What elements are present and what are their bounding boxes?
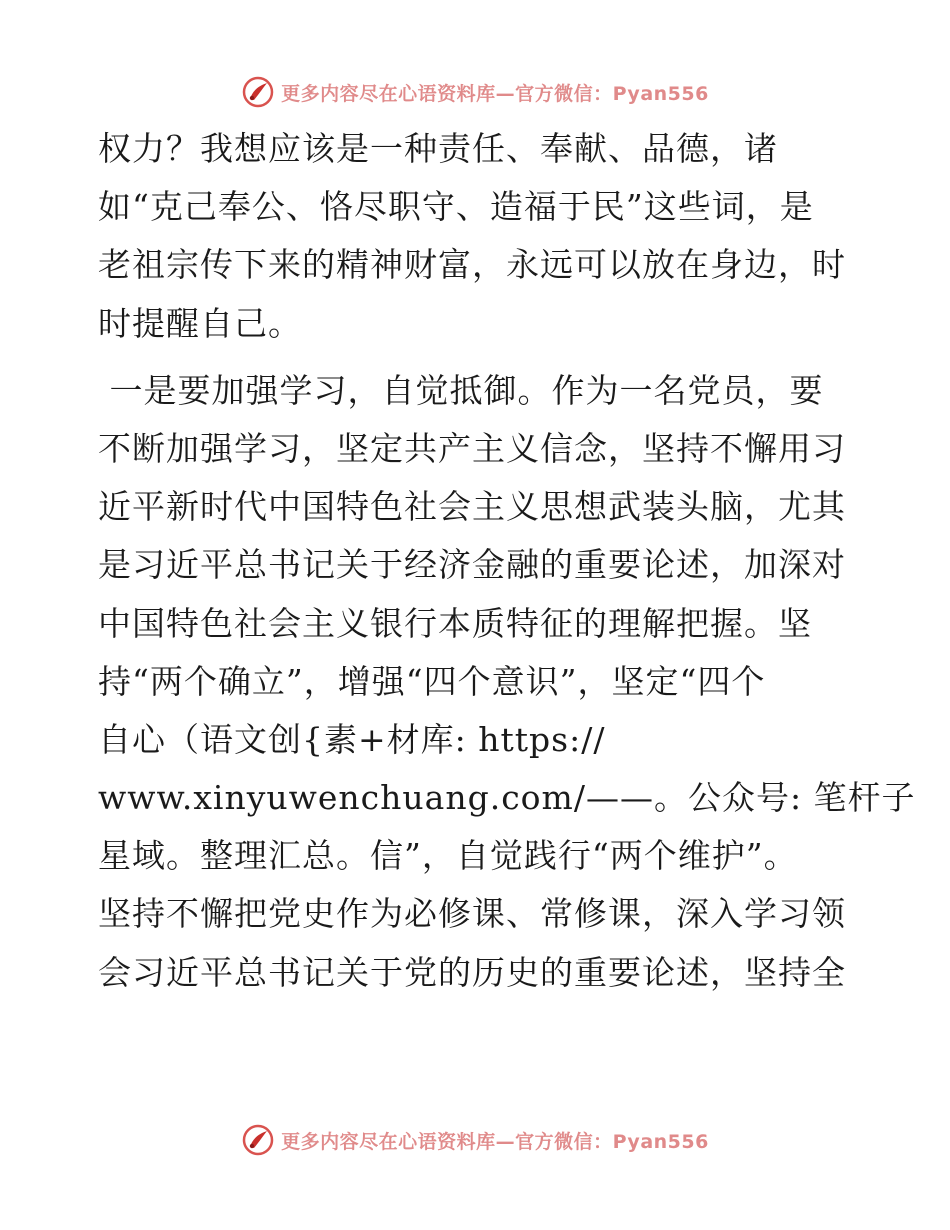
header-banner (0, 72, 950, 112)
header-banner-text: 更多内容尽在心语资料库—官方微信：Pyan556 (281, 82, 709, 105)
brand-logo-icon (241, 1123, 275, 1157)
paragraph-1 (98, 120, 858, 353)
brand-logo-icon (241, 75, 275, 109)
text-line: 老祖宗传下来的精神财富，永远可以放在身边，时 (98, 245, 846, 285)
text-line: 会习近平总书记关于党的历史的重要论述，坚持全 (98, 952, 846, 992)
paragraph-spacer (98, 353, 858, 362)
text-line: 坚持不懈把党史作为必修课、常修课，深入学习领 (98, 894, 846, 934)
text-line: 不断加强学习，坚定共产主义信念，坚持不懈用习 (98, 428, 846, 468)
text-line: 星域。整理汇总。信”，自觉践行“两个维护”。 (98, 836, 798, 876)
paragraph-2 (98, 362, 916, 1002)
text-line: 如“克己奉公、恪尽职守、造福于民”这些词，是 (98, 187, 814, 227)
text-line: 中国特色社会主义银行本质特征的理解把握。坚 (98, 603, 812, 643)
text-line: 持“两个确立”，增强“四个意识”，坚定“四个 (98, 661, 766, 701)
text-line: 是习近平总书记关于经济金融的重要论述，加深对 (98, 545, 846, 585)
footer-banner-text: 更多内容尽在心语资料库—官方微信：Pyan556 (281, 1130, 709, 1153)
url-text-line: www.xinyuwenchuang.com/——。公众号: 笔杆子 (98, 778, 916, 818)
text-line: 自心（语文创{素+材库: https:// (98, 719, 606, 759)
footer-banner (0, 1120, 950, 1160)
text-line: 近平新时代中国特色社会主义思想武装头脑，尤其 (98, 487, 846, 527)
text-line: 时提醒自己。 (98, 303, 302, 343)
text-line: 权力？我想应该是一种责任、奉献、品德，诸 (98, 129, 778, 168)
text-line: 一是要加强学习，自觉抵御。作为一名党员，要 (98, 370, 824, 410)
document-body (98, 120, 916, 1002)
